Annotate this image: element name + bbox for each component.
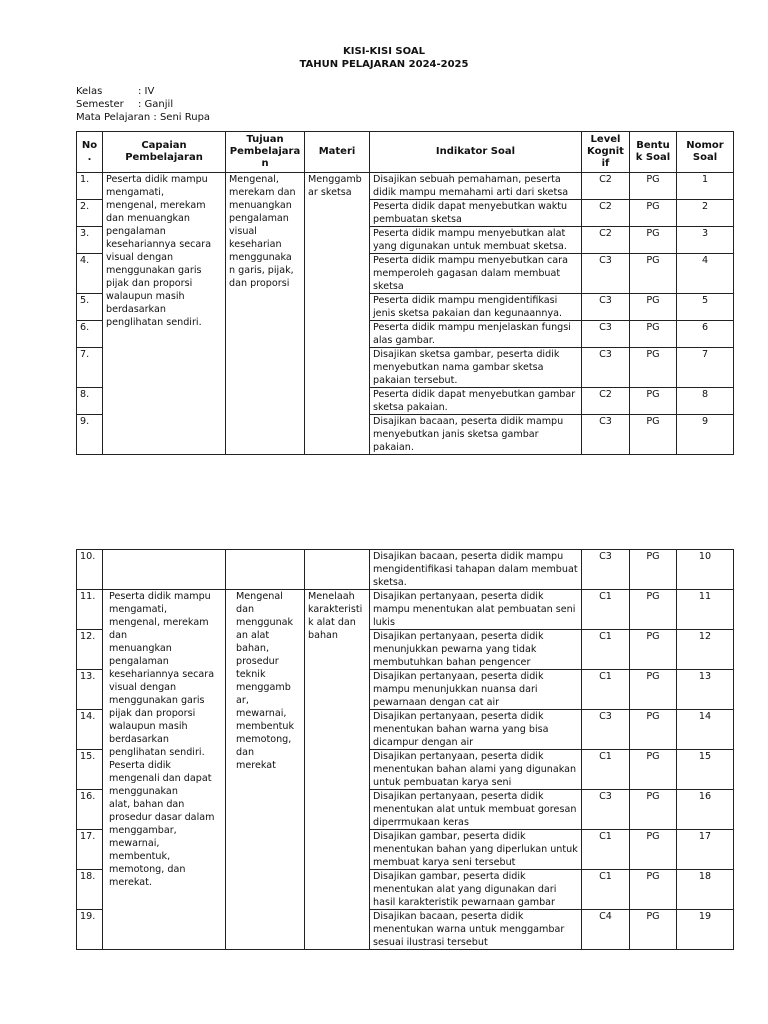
row-nomor: 9 [677, 415, 734, 455]
row-bentuk: PG [630, 173, 677, 200]
row-nomor: 1 [677, 173, 734, 200]
row-level: C4 [582, 910, 630, 950]
row-level: C2 [582, 227, 630, 254]
tujuan-cell-empty [226, 550, 305, 590]
row-indikator: Peserta didik mampu menyebutkan cara memperoleh gagasan dalam membuat sketsa [370, 254, 582, 294]
row-no: 3. [77, 227, 103, 254]
row-nomor: 18 [677, 870, 734, 910]
row-indikator: Disajikan sebuah pemahaman, peserta didik mampu memahami arti dari sketsa [370, 173, 582, 200]
row-nomor: 5 [677, 294, 734, 321]
row-bentuk: PG [630, 227, 677, 254]
kisi-table-1 [76, 131, 734, 455]
row-nomor: 7 [677, 348, 734, 388]
capaian-cell-empty [103, 550, 226, 590]
row-nomor: 2 [677, 200, 734, 227]
row-level: C1 [582, 630, 630, 670]
row-bentuk: PG [630, 870, 677, 910]
row-bentuk: PG [630, 910, 677, 950]
materi-cell-empty [305, 550, 370, 590]
row-no: 10. [77, 550, 103, 590]
row-no: 17. [77, 830, 103, 870]
row-bentuk: PG [630, 388, 677, 415]
row-level: C3 [582, 321, 630, 348]
tujuan-cell: Mengenal dan menggunak an alat bahan, prosedur teknik menggamb ar, mewarnai, membentuk memotong, dan merekat [226, 590, 305, 950]
header-no: No . [77, 132, 103, 173]
row-bentuk: PG [630, 415, 677, 455]
row-no: 9. [77, 415, 103, 455]
mapel-value: : Seni Rupa [153, 112, 211, 123]
row-bentuk: PG [630, 348, 677, 388]
row-indikator: Disajikan bacaan, peserta didik mampu menyebutkan janis sketsa gambar pakaian. [370, 415, 582, 455]
row-level: C3 [582, 254, 630, 294]
row-nomor: 8 [677, 388, 734, 415]
row-nomor: 10 [677, 550, 734, 590]
row-indikator: Disajikan gambar, peserta didik menentukan alat yang digunakan dari hasil karakteristik pewarnaan gambar [370, 870, 582, 910]
table-row [77, 550, 734, 590]
row-level: C1 [582, 670, 630, 710]
row-bentuk: PG [630, 830, 677, 870]
row-nomor: 19 [677, 910, 734, 950]
document-subtitle: TAHUN PELAJARAN 2024-2025 [299, 59, 469, 70]
row-no: 15. [77, 750, 103, 790]
tujuan-cell: Mengenal, merekam dan menuangkan pengalaman visual keseharian menggunaka n garis, pijak, dan proporsi [226, 173, 305, 455]
kelas-label: Kelas [76, 86, 103, 97]
header-level: Level Kognit if [582, 132, 630, 173]
row-bentuk: PG [630, 294, 677, 321]
row-bentuk: PG [630, 550, 677, 590]
row-indikator: Disajikan pertanyaan, peserta didik menunjukkan pewarna yang tidak membutuhkan bahan pengencer [370, 630, 582, 670]
header-bentuk: Bentu k Soal [630, 132, 677, 173]
row-no: 8. [77, 388, 103, 415]
row-nomor: 4 [677, 254, 734, 294]
materi-cell: Menelaah karakteristi k alat dan bahan [305, 590, 370, 950]
row-level: C1 [582, 830, 630, 870]
row-bentuk: PG [630, 750, 677, 790]
row-nomor: 12 [677, 630, 734, 670]
row-indikator: Disajikan bacaan, peserta didik menentukan warna untuk menggambar sesuai ilustrasi tersebut [370, 910, 582, 950]
row-indikator: Peserta didik mampu menjelaskan fungsi alas gambar. [370, 321, 582, 348]
kisi-table-2 [76, 549, 734, 950]
row-bentuk: PG [630, 670, 677, 710]
meta-semester [76, 99, 173, 110]
row-level: C1 [582, 750, 630, 790]
mapel-label: Mata Pelajaran [76, 112, 151, 123]
row-indikator: Disajikan bacaan, peserta didik mampu mengidentifikasi tahapan dalam membuat sketsa. [370, 550, 582, 590]
table-row [77, 590, 734, 630]
row-nomor: 16 [677, 790, 734, 830]
header-row [77, 132, 734, 173]
row-no: 7. [77, 348, 103, 388]
row-level: C3 [582, 790, 630, 830]
row-nomor: 6 [677, 321, 734, 348]
row-no: 1. [77, 173, 103, 200]
capaian-cell: Peserta didik mampu mengamati, mengenal, merekam dan menuangkan pengalaman keseharian​nya secara visual dengan menggunakan garis pijak dan proporsi walaupun masih berdasarkan penglihatan sendiri. [103, 173, 226, 455]
row-no: 4. [77, 254, 103, 294]
meta-kelas [76, 86, 154, 97]
row-bentuk: PG [630, 200, 677, 227]
semester-label: Semester [76, 99, 124, 110]
document-title: KISI-KISI SOAL [343, 46, 425, 57]
row-nomor: 17 [677, 830, 734, 870]
row-bentuk: PG [630, 590, 677, 630]
row-level: C3 [582, 415, 630, 455]
row-indikator: Disajikan pertanyaan, peserta didik menentukan alat untuk membuat goresan diperrmukaan keras [370, 790, 582, 830]
row-indikator: Peserta didik dapat menyebutkan waktu pembuatan sketsa [370, 200, 582, 227]
row-level: C1 [582, 590, 630, 630]
row-no: 6. [77, 321, 103, 348]
row-indikator: Disajikan sketsa gambar, peserta didik menyebutkan nama gambar sketsa pakaian tersebut. [370, 348, 582, 388]
row-indikator: Disajikan pertanyaan, peserta didik menentukan bahan alami yang digunakan untuk pembuatan karya seni [370, 750, 582, 790]
row-indikator: Disajikan pertanyaan, peserta didik mampu menunjukkan nuansa dari pewarnaan dengan cat air [370, 670, 582, 710]
row-level: C1 [582, 870, 630, 910]
header-materi: Materi [305, 132, 370, 173]
row-bentuk: PG [630, 710, 677, 750]
row-indikator: Disajikan pertanyaan, peserta didik mampu menentukan alat pembuatan seni lukis [370, 590, 582, 630]
row-indikator: Peserta didik mampu menyebutkan alat yang digunakan untuk membuat sketsa. [370, 227, 582, 254]
header-indikator: Indikator Soal [370, 132, 582, 173]
row-level: C3 [582, 294, 630, 321]
row-nomor: 13 [677, 670, 734, 710]
materi-cell: Menggamb ar sketsa [305, 173, 370, 455]
row-level: C2 [582, 173, 630, 200]
row-nomor: 11 [677, 590, 734, 630]
header-capaian: Capaian Pembelajaran [103, 132, 226, 173]
row-indikator: Disajikan gambar, peserta didik menentukan bahan yang diperlukan untuk membuat karya seni tersebut [370, 830, 582, 870]
row-nomor: 15 [677, 750, 734, 790]
row-indikator: Peserta didik dapat menyebutkan gambar sketsa pakaian. [370, 388, 582, 415]
row-no: 11. [77, 590, 103, 630]
row-bentuk: PG [630, 630, 677, 670]
kelas-value: : IV [138, 86, 155, 97]
row-bentuk: PG [630, 790, 677, 830]
row-bentuk: PG [630, 254, 677, 294]
table-row [77, 173, 734, 200]
row-no: 19. [77, 910, 103, 950]
row-level: C3 [582, 550, 630, 590]
row-level: C3 [582, 348, 630, 388]
meta-mapel [76, 112, 210, 123]
semester-value: : Ganjil [138, 99, 174, 110]
row-indikator: Peserta didik mampu mengidentifikasi jenis sketsa pakaian dan kegunaannya. [370, 294, 582, 321]
row-bentuk: PG [630, 321, 677, 348]
header-tujuan: Tujuan Pembelajara n [226, 132, 305, 173]
row-level: C2 [582, 200, 630, 227]
row-indikator: Disajikan pertanyaan, peserta didik menentukan bahan warna yang bisa dicampur dengan air [370, 710, 582, 750]
row-no: 18. [77, 870, 103, 910]
row-no: 13. [77, 670, 103, 710]
row-no: 2. [77, 200, 103, 227]
row-nomor: 14 [677, 710, 734, 750]
row-nomor: 3 [677, 227, 734, 254]
row-no: 16. [77, 790, 103, 830]
row-level: C2 [582, 388, 630, 415]
row-no: 14. [77, 710, 103, 750]
row-level: C3 [582, 710, 630, 750]
row-no: 12. [77, 630, 103, 670]
capaian-cell: Peserta didik mampu mengamati, mengenal, merekam dan menuangkan pengalaman kesehariannya secara visual dengan menggunakan garis pijak dan proporsi walaupun masih berdasarkan penglihatan sendiri. Peserta didik mengenali dan dapat menggunakan alat, bahan dan prosedur dasar dalam menggambar, mewarnai, membentuk, memotong, dan merekat. [103, 590, 226, 950]
header-nomor: Nomor Soal [677, 132, 734, 173]
row-no: 5. [77, 294, 103, 321]
